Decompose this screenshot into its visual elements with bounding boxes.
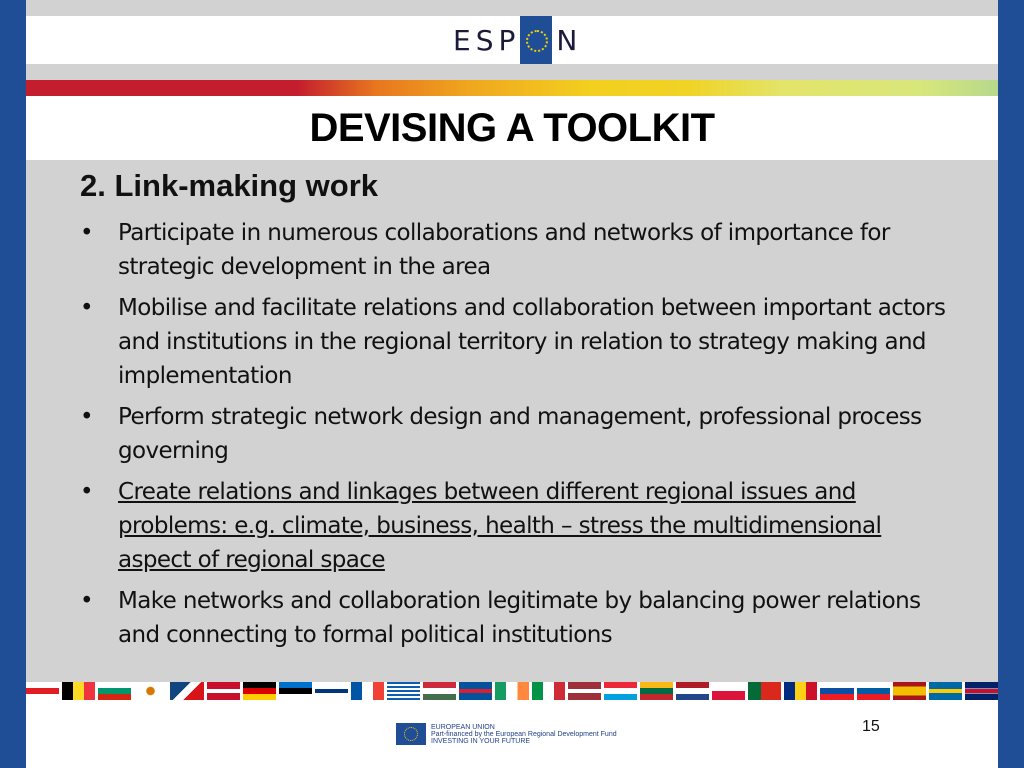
country-flag [26, 682, 59, 700]
eu-stars-icon [520, 16, 552, 64]
country-flag [279, 682, 312, 700]
country-flag [315, 682, 348, 700]
page-number: 15 [862, 718, 880, 735]
country-flag [640, 682, 673, 700]
country-flag [965, 682, 998, 700]
bullet-item: • Make networks and collaboration legitimate by balancing power relations and connecting to formal political institutions [80, 584, 960, 652]
country-flag [784, 682, 817, 700]
country-flag [387, 682, 420, 700]
country-flag [532, 682, 565, 700]
country-flag [62, 682, 95, 700]
bullet-item: • Perform strategic network design and management, professional process governing [80, 400, 960, 468]
country-flag [893, 682, 926, 700]
bullet-item-underlined: • Create relations and linkages between different regional issues and problems: e.g. climate, business, health – stress the multidimensional aspect of regional space [80, 475, 960, 577]
country-flag [459, 682, 492, 700]
country-flag [748, 682, 781, 700]
country-flag [98, 682, 131, 700]
left-border [0, 0, 26, 768]
country-flag [134, 682, 167, 700]
eu-line-2: Part-financed by the European Regional Development Fund [431, 730, 617, 738]
eu-flag-icon [396, 723, 426, 745]
country-flag [243, 682, 276, 700]
country-flag [857, 682, 890, 700]
country-flag [207, 682, 240, 700]
country-flag [170, 682, 203, 700]
country-flag [495, 682, 528, 700]
bullet-item: • Participate in numerous collaborations and networks of importance for strategic development in the area [80, 216, 960, 284]
country-flag [712, 682, 745, 700]
bullet-item: • Mobilise and facilitate relations and collaboration between important actors and institutions in the regional territory in relation to strategy making and implementation [80, 291, 960, 393]
espon-logo [453, 16, 582, 64]
country-flag [568, 682, 601, 700]
eu-flags-strip [26, 682, 998, 700]
right-border [998, 0, 1024, 768]
slide-title: DEVISING A TOOLKIT [309, 106, 715, 150]
eu-line-1: EUROPEAN UNION [431, 723, 495, 731]
map-strip [26, 80, 998, 96]
logo-text-left: ESP [453, 23, 521, 57]
country-flag [820, 682, 853, 700]
country-flag [351, 682, 384, 700]
country-flag [929, 682, 962, 700]
country-flag [423, 682, 456, 700]
top-band [26, 0, 998, 16]
eu-line-3: INVESTING IN YOUR FUTURE [431, 737, 531, 745]
logo-text-right: N [556, 23, 583, 57]
country-flag [604, 682, 637, 700]
country-flag [676, 682, 709, 700]
bullet-list [80, 216, 960, 659]
section-heading: 2. Link-making work [80, 168, 379, 203]
eu-funding-logo [396, 723, 617, 745]
gray-band [26, 64, 998, 80]
